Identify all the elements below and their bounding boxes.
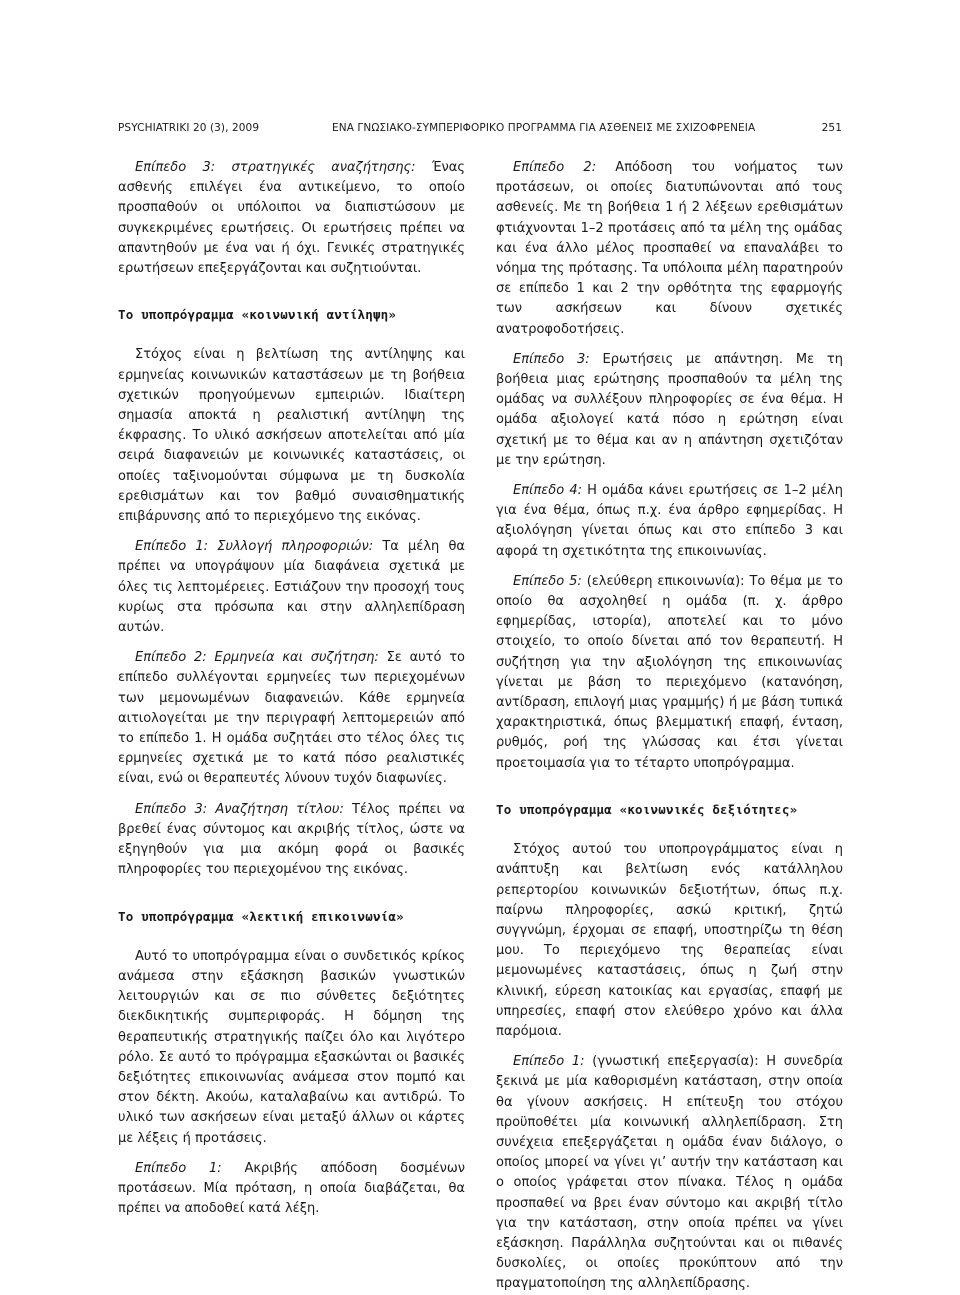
level-label: Επίπεδο 2: (513, 160, 597, 175)
level-label: Επίπεδο 3: στρατηγικές αναζήτησης: (135, 160, 416, 175)
right-column (496, 158, 843, 1295)
section-heading-social-skills: Το υποπρόγραμμα «κοινωνικές δεξιότητες» (496, 801, 798, 817)
level-label: Επίπεδο 1: (513, 1054, 585, 1070)
paragraph: Στόχος αυτού του υποπρογράμματος είναι η ανάπτυξη και βελτίωση ενός κατάλληλου ρεπερτορίου κοινωνικών δεξιοτήτων, όπως π.χ. παίρνω πληροφορίες, ασκώ κριτική, ζητώ συγγνώμη, έρχομαι σε επαφή, υποστηρίζω τη θέση μου. Το περιεχόμενο της θεραπείας είναι μεμονωμένες καταστάσεις, όπως η ζωή στην κλινική, εύρεση κατοικίας και εργασίας, επαφή με υπηρεσίες, επαφή στον ελεύθερο χρόνο και άλλα παρόμοια. (496, 842, 843, 1039)
paragraph (118, 1159, 465, 1220)
paragraph-text: Ακριβής απόδοση δοσμένων προτάσεων. Μία πρόταση, η οποία διαβάζεται, θα πρέπει να αποδοθεί κατά λέξη. (118, 1160, 466, 1217)
paragraph (496, 572, 843, 774)
paragraph-text: (ελεύθερη επικοινωνία): Το θέμα με το οποίο θα ασχοληθεί η ομάδα (π. χ. άρθρο εφημερίδας, ιστορία), αποτελεί και το μόνο στοιχείο, το οποίο δίνεται από τον θεραπευτή. Η συζήτηση για την αξιολόγηση της επικοινωνίας γίνεται με βάση το περιεχόμενο (κατανόηση, αντίδραση, επιλογή μιας γραμμής) ή με βάση τυπικά χαρακτηριστικά, όπως βλεμματική επαφή, ένταση, ρυθμός, ροή της γλώσσας και έτσι γίνεται προετοιμασία για το τέταρτο υποπρόγραμμα. (496, 573, 844, 771)
level-label: Επίπεδο 1: Συλλογή πληροφοριών: (135, 539, 374, 555)
paragraph (118, 800, 465, 881)
paragraph: Στόχος είναι η βελτίωση της αντίληψης και ερμηνείας κοινωνικών καταστάσεων με τη βοήθεια σχετικών προηγούμενων εμπειριών. Ιδιαίτερη σημασία αποκτά η ρεαλιστική αντίληψη της έκφρασης. Το υλικό ασκήσεων αποτελείται από μία σειρά διαφανειών με κοινωνικές καταστάσεις, οι οποίες ταξινομούνται σύμφωνα με τη δυσκολία ερεθισμάτων και τον βαθμό συναισθηματικής επιβάρυνσης από το περιεχόμενο της εικόνας. (118, 347, 465, 525)
paragraph-text: (γνωστική επεξεργασία): Η συνεδρία ξεκινά με μία καθορισμένη κατάσταση, στην οποία θα γίνουν ασκήσεις. Η επίτευξη του στόχου προϋποθέτει μία κοινωνική αλληλεπίδραση. Στη συνέχεια επεξεργάζεται η ομάδα έναν διάλογο, ο οποίος μπορεί να γίνει γι’ αυτήν την κατάσταση και ο οποίος γράφεται στον πίνακα. Τέλος η ομάδα προσπαθεί να βρει έναν σύντομο και ακριβή τίτλο για την κατάσταση, στην οποία πρέπει να γίνει εξάσκηση. Παράλληλα συζητούνται και οι πιθανές δυσκολίες, οι οποίες προκύπτουν από την πραγματοποίηση της αλληλεπίδρασης. (496, 1054, 843, 1292)
level-label: Επίπεδο 1: (135, 1160, 222, 1176)
running-header (118, 122, 842, 138)
paragraph (496, 1052, 843, 1294)
paragraph (496, 481, 843, 562)
paragraph-text: Απόδοση του νοήματος των προτάσεων, οι οποίες διατυπώνονται από τους ασθενείς. Με τη βοήθεια 1 ή 2 λέξεων ερεθισμάτων φτιάχνονται 1–2 προτάσεις από τα μέλη της ομάδας και ένα άλλο μέλος προσπαθεί να επαναλάβει το νόημα της πρότασης. Τα υπόλοιπα μέλη παρατηρούν σε επίπεδο 1 και 2 την ορθότητα της εφαρμογής των ασκήσεων και δίνουν σχετικές ανατροφοδοτήσεις. (496, 160, 843, 337)
paragraph-text: Η ομάδα κάνει ερωτήσεις σε 1–2 μέλη για ένα θέμα, όπως π.χ. ένα άρθρο εφημερίδας. Η αξιολόγηση γίνεται όπως και στο επίπεδο 3 και αφορά τη σχετικότητα της επικοινωνίας. (496, 483, 843, 559)
paragraph (496, 158, 843, 340)
level-label: Επίπεδο 4: (513, 483, 582, 499)
journal-citation: PSYCHIATRIKI 20 (3), 2009 (118, 122, 260, 134)
paragraph (118, 158, 465, 279)
level-label: Επίπεδο 5: (513, 573, 582, 589)
paragraph-text: Ένας ασθενής επιλέγει ένα αντικείμενο, το οποίο προσπαθούν οι υπόλοιποι να διαπιστώσουν με συγκεκριμένες ερωτήσεις. Οι ερωτήσεις πρέπει να απαντηθούν με ένα ναι ή όχι. Γενικές στρατηγικές ερωτήσεων επεξεργάζονται και συζητιούνται. (118, 160, 465, 277)
paragraph-text: Τέλος πρέπει να βρεθεί ένας σύντομος και ακριβής τίτλος, ώστε να εξηγηθούν για μια ακόμη φορά οι βασικές πληροφορίες του περιεχομένου της εικόνας. (118, 801, 465, 878)
left-column (118, 158, 465, 1219)
level-label: Επίπεδο 2: Ερμηνεία και συζήτηση: (135, 650, 379, 666)
paragraph (118, 537, 465, 638)
paragraph-text: Σε αυτό το επίπεδο συλλέγονται ερμηνείες των περιεχομένων των μεμονωμένων διαφανειών. Κάθε ερμηνεία αιτιολογείται με την περιγραφή λεπτομερειών από το επίπεδο 1. Η ομάδα συζητάει στο τέλος όλες τις ερμηνείες σχετικά με το κατά πόσο ρεαλιστικές είναι, ενώ οι θεραπευτές λύνουν τυχόν διαφωνίες. (118, 650, 465, 787)
paragraph-text: Ερωτήσεις με απάντηση. Με τη βοήθεια μιας ερώτησης προσπαθούν τα μέλη της ομάδας να συλλέξουν πληροφορίες σε ένα θέμα. Η ομάδα αξιολογεί κατά πόσο η ερώτηση είναι σχετική με το θέμα και αν η απάντηση σχετιζόταν με την ερώτηση. (496, 351, 843, 468)
level-label: Επίπεδο 3: (513, 351, 590, 367)
paragraph-text: Τα μέλη θα πρέπει να υπογράψουν μία διαφάνεια σχετικά με όλες τις λεπτομέρειες. Εστιάζουν την προσοχή τους κυρίως στα πρόσωπα και στην αλληλεπίδραση αυτών. (118, 539, 465, 636)
paragraph: Αυτό το υποπρόγραμμα είναι ο συνδετικός κρίκος ανάμεσα στην εξάσκηση βασικών γνωστικών λειτουργιών και σε πιο σύνθετες δεξιότητες διεκδικητικής συμπεριφοράς. Η δόμηση της θεραπευτικής στρατηγικής παίζει όλο και λιγότερο ρόλο. Σε αυτό το πρόγραμμα εξασκώνται οι βασικές δεξιότητες επικοινωνίας ανάμεσα στον πομπό και στον δέκτη. Ακούω, καταλαβαίνω και αντιδρώ. Το υλικό των ασκήσεων είναι μεταξύ άλλων οι κάρτες με λέξεις ή προτάσεις. (118, 948, 465, 1146)
section-heading-verbal-communication: Το υποπρόγραμμα «λεκτική επικοινωνία» (118, 908, 404, 924)
paragraph (118, 648, 465, 789)
level-label: Επίπεδο 3: Αναζήτηση τίτλου: (135, 801, 344, 817)
page-number: 251 (821, 122, 842, 134)
paragraph (496, 350, 843, 471)
section-heading-social-perception: Το υποπρόγραμμα «κοινωνική αντίληψη» (118, 307, 397, 323)
running-title: ΕΝΑ ΓΝΩΣΙΑΚΟ-ΣΥΜΠΕΡΙΦΟΡΙΚΟ ΠΡΟΓΡΑΜΜΑ ΓΙΑ ΑΣΘΕΝΕΙΣ ΜΕ ΣΧΙΖΟΦΡΕΝΕΙΑ (332, 122, 756, 134)
